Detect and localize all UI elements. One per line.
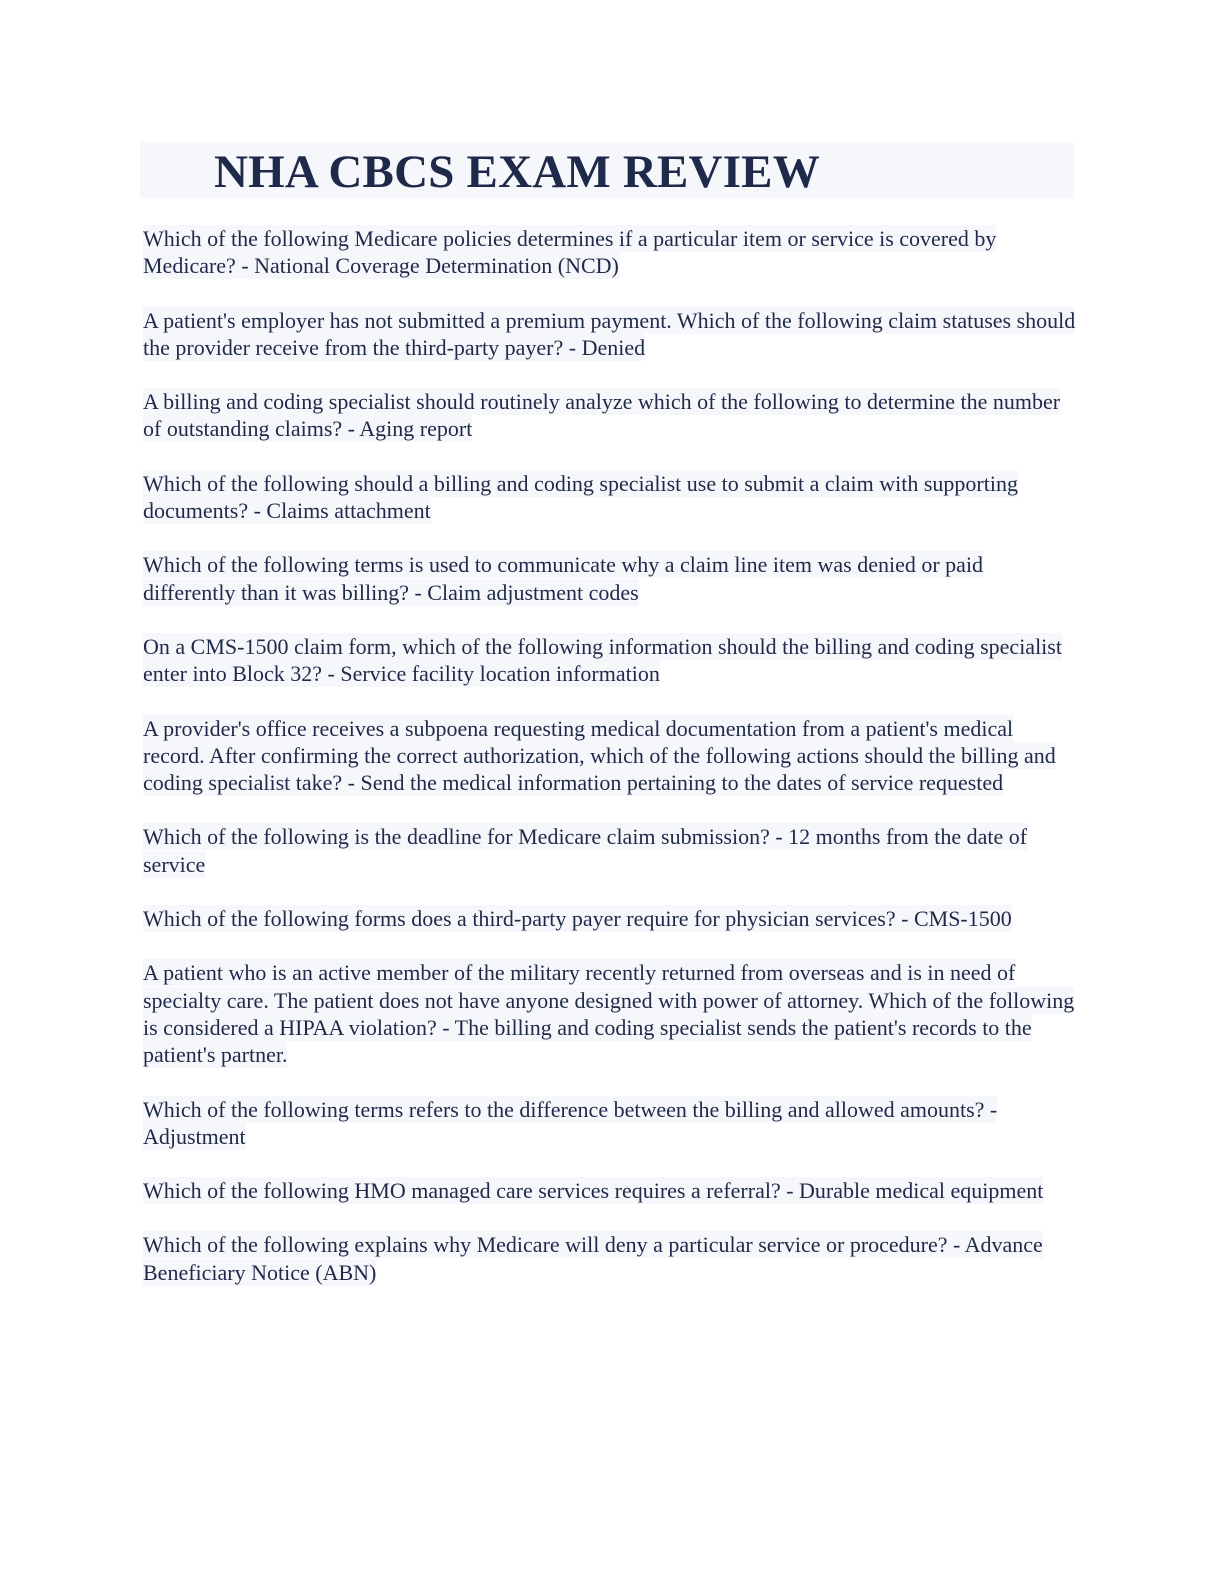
qa-item-text: Which of the following is the deadline for Medicare claim submission? - 12 months from the date of service	[143, 824, 1028, 877]
qa-item	[143, 633, 1078, 688]
qa-item	[143, 959, 1078, 1068]
title-banner	[140, 142, 1074, 198]
qa-item-text: Which of the following terms is used to communicate why a claim line item was denied or paid differently than it was billing? - Claim adjustment codes	[143, 552, 984, 605]
page-title: NHA CBCS EXAM REVIEW	[214, 146, 820, 198]
qa-item-text: Which of the following terms refers to the difference between the billing and allowed amounts? - Adjustment	[143, 1096, 998, 1149]
qa-item	[143, 551, 1078, 606]
qa-item-text: On a CMS-1500 claim form, which of the following information should the billing and coding specialist enter into Block 32? - Service facility location information	[143, 633, 1062, 687]
qa-item-text: Which of the following should a billing and coding specialist use to submit a claim with supporting documents? - Claims attachment	[143, 470, 1018, 524]
qa-item	[143, 225, 1078, 280]
qa-item-text: A provider's office receives a subpoena requesting medical documentation from a patient's medical record. After confirming the correct authorization, which of the following actions should the billing and coding specialist take? - Send the medical information pertaining to the dates of service requested	[143, 715, 1056, 796]
qa-item-text: Which of the following explains why Medicare will deny a particular service or procedure? - Advance Beneficiary Notice (ABN)	[143, 1232, 1043, 1285]
qa-item-text: A patient who is an active member of the military recently returned from overseas and is in need of specialty care. The patient does not have anyone designed with power of attorney. Which of the following is considered a HIPAA violation? - The billing and coding specialist sends the patient's records to the patient's partner.	[143, 960, 1075, 1068]
qa-item	[143, 388, 1078, 443]
qa-item-text: A patient's employer has not submitted a premium payment. Which of the following claim statuses should the provider receive from the third-party payer? - Denied	[143, 307, 1076, 360]
qa-item	[143, 1231, 1078, 1286]
qa-item-text: Which of the following HMO managed care services requires a referral? - Durable medical equipment	[143, 1178, 1044, 1204]
qa-item	[143, 1096, 1078, 1151]
qa-item-text: Which of the following Medicare policies determines if a particular item or service is covered by Medicare? - National Coverage Determination (NCD)	[143, 226, 997, 279]
qa-item	[143, 1177, 1078, 1204]
qa-item	[143, 470, 1078, 525]
qa-item	[143, 307, 1078, 362]
qa-list	[143, 225, 1078, 1313]
qa-item	[143, 715, 1078, 797]
qa-item	[143, 823, 1078, 878]
qa-item	[143, 905, 1078, 932]
qa-item-text: A billing and coding specialist should routinely analyze which of the following to determine the number of outstanding claims? - Aging report	[143, 389, 1061, 442]
qa-item-text: Which of the following forms does a third-party payer require for physician services? - CMS-1500	[143, 906, 1012, 932]
